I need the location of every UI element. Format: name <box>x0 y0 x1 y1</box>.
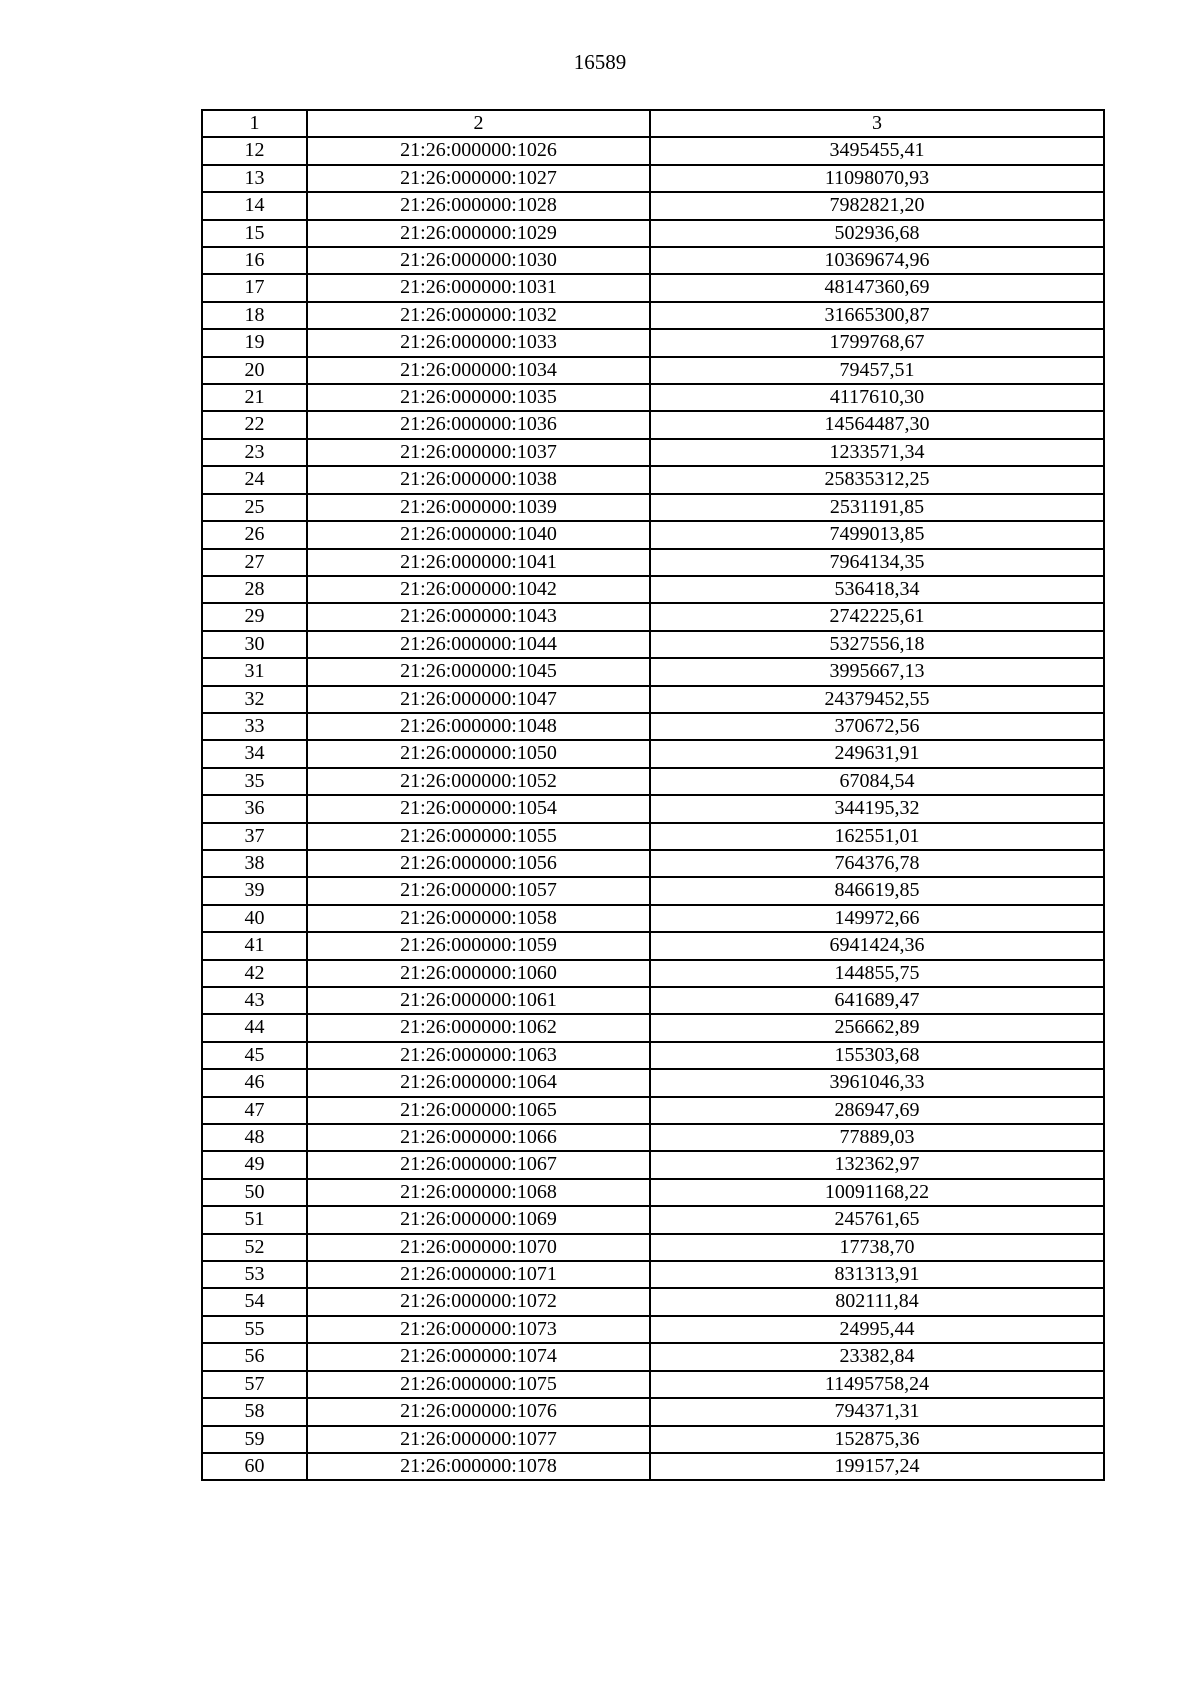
value-cell: 764376,78 <box>650 850 1104 877</box>
table-row <box>202 686 1104 713</box>
cadastral-number-cell: 21:26:000000:1043 <box>307 603 650 630</box>
table-row <box>202 220 1104 247</box>
value-cell: 2531191,85 <box>650 494 1104 521</box>
value-cell: 802111,84 <box>650 1288 1104 1315</box>
table-row <box>202 329 1104 356</box>
row-number-cell: 17 <box>202 274 307 301</box>
cadastral-number-cell: 21:26:000000:1078 <box>307 1453 650 1480</box>
row-number-cell: 58 <box>202 1398 307 1425</box>
value-cell: 155303,68 <box>650 1042 1104 1069</box>
table-row <box>202 905 1104 932</box>
value-cell: 831313,91 <box>650 1261 1104 1288</box>
value-cell: 2742225,61 <box>650 603 1104 630</box>
row-number-cell: 41 <box>202 932 307 959</box>
row-number-cell: 25 <box>202 494 307 521</box>
row-number-cell: 43 <box>202 987 307 1014</box>
table-row <box>202 1398 1104 1425</box>
value-cell: 132362,97 <box>650 1151 1104 1178</box>
value-cell: 641689,47 <box>650 987 1104 1014</box>
value-cell: 502936,68 <box>650 220 1104 247</box>
cadastral-number-cell: 21:26:000000:1076 <box>307 1398 650 1425</box>
value-cell: 10369674,96 <box>650 247 1104 274</box>
table-row <box>202 411 1104 438</box>
table-row <box>202 1261 1104 1288</box>
table-row <box>202 439 1104 466</box>
value-cell: 67084,54 <box>650 768 1104 795</box>
cadastral-number-cell: 21:26:000000:1062 <box>307 1014 650 1041</box>
value-cell: 245761,65 <box>650 1206 1104 1233</box>
value-cell: 25835312,25 <box>650 466 1104 493</box>
cadastre-value-table <box>201 109 1105 1481</box>
cadastral-number-cell: 21:26:000000:1044 <box>307 631 650 658</box>
row-number-cell: 57 <box>202 1371 307 1398</box>
column-header-1: 1 <box>202 110 307 137</box>
row-number-cell: 24 <box>202 466 307 493</box>
table-row <box>202 740 1104 767</box>
row-number-cell: 27 <box>202 549 307 576</box>
cadastral-number-cell: 21:26:000000:1055 <box>307 823 650 850</box>
row-number-cell: 26 <box>202 521 307 548</box>
row-number-cell: 35 <box>202 768 307 795</box>
row-number-cell: 32 <box>202 686 307 713</box>
row-number-cell: 20 <box>202 357 307 384</box>
value-cell: 24995,44 <box>650 1316 1104 1343</box>
value-cell: 79457,51 <box>650 357 1104 384</box>
table-row <box>202 1179 1104 1206</box>
table-row <box>202 576 1104 603</box>
value-cell: 4117610,30 <box>650 384 1104 411</box>
cadastral-number-cell: 21:26:000000:1057 <box>307 877 650 904</box>
value-cell: 249631,91 <box>650 740 1104 767</box>
row-number-cell: 37 <box>202 823 307 850</box>
table-row <box>202 1316 1104 1343</box>
value-cell: 144855,75 <box>650 960 1104 987</box>
table-row <box>202 960 1104 987</box>
value-cell: 3495455,41 <box>650 137 1104 164</box>
row-number-cell: 34 <box>202 740 307 767</box>
row-number-cell: 54 <box>202 1288 307 1315</box>
table-row <box>202 247 1104 274</box>
value-cell: 7982821,20 <box>650 192 1104 219</box>
row-number-cell: 36 <box>202 795 307 822</box>
cadastral-number-cell: 21:26:000000:1050 <box>307 740 650 767</box>
cadastral-number-cell: 21:26:000000:1060 <box>307 960 650 987</box>
row-number-cell: 46 <box>202 1069 307 1096</box>
cadastral-number-cell: 21:26:000000:1032 <box>307 302 650 329</box>
value-cell: 794371,31 <box>650 1398 1104 1425</box>
row-number-cell: 12 <box>202 137 307 164</box>
value-cell: 7499013,85 <box>650 521 1104 548</box>
column-header-3: 3 <box>650 110 1104 137</box>
value-cell: 5327556,18 <box>650 631 1104 658</box>
value-cell: 7964134,35 <box>650 549 1104 576</box>
value-cell: 1233571,34 <box>650 439 1104 466</box>
table-row <box>202 987 1104 1014</box>
table-row <box>202 165 1104 192</box>
value-cell: 149972,66 <box>650 905 1104 932</box>
row-number-cell: 22 <box>202 411 307 438</box>
row-number-cell: 28 <box>202 576 307 603</box>
value-cell: 536418,34 <box>650 576 1104 603</box>
cadastral-number-cell: 21:26:000000:1034 <box>307 357 650 384</box>
cadastral-number-cell: 21:26:000000:1041 <box>307 549 650 576</box>
row-number-cell: 48 <box>202 1124 307 1151</box>
table-row <box>202 1206 1104 1233</box>
cadastral-number-cell: 21:26:000000:1054 <box>307 795 650 822</box>
table-row <box>202 466 1104 493</box>
cadastral-number-cell: 21:26:000000:1066 <box>307 1124 650 1151</box>
table-row <box>202 850 1104 877</box>
value-cell: 31665300,87 <box>650 302 1104 329</box>
row-number-cell: 50 <box>202 1179 307 1206</box>
row-number-cell: 13 <box>202 165 307 192</box>
header-row <box>202 110 1104 137</box>
cadastral-number-cell: 21:26:000000:1039 <box>307 494 650 521</box>
table-row <box>202 1453 1104 1480</box>
cadastral-number-cell: 21:26:000000:1073 <box>307 1316 650 1343</box>
table-row <box>202 494 1104 521</box>
table-row <box>202 1343 1104 1370</box>
table-row <box>202 1151 1104 1178</box>
row-number-cell: 31 <box>202 658 307 685</box>
value-cell: 14564487,30 <box>650 411 1104 438</box>
table-body <box>202 137 1104 1480</box>
cadastral-number-cell: 21:26:000000:1072 <box>307 1288 650 1315</box>
cadastral-number-cell: 21:26:000000:1042 <box>307 576 650 603</box>
row-number-cell: 42 <box>202 960 307 987</box>
table-row <box>202 768 1104 795</box>
table-header <box>202 110 1104 137</box>
cadastral-number-cell: 21:26:000000:1068 <box>307 1179 650 1206</box>
value-cell: 846619,85 <box>650 877 1104 904</box>
value-cell: 286947,69 <box>650 1097 1104 1124</box>
cadastral-number-cell: 21:26:000000:1061 <box>307 987 650 1014</box>
table-row <box>202 384 1104 411</box>
value-cell: 3961046,33 <box>650 1069 1104 1096</box>
page-number: 16589 <box>573 50 627 74</box>
cadastral-number-cell: 21:26:000000:1036 <box>307 411 650 438</box>
table-row <box>202 932 1104 959</box>
cadastral-number-cell: 21:26:000000:1052 <box>307 768 650 795</box>
row-number-cell: 45 <box>202 1042 307 1069</box>
table-row <box>202 658 1104 685</box>
row-number-cell: 59 <box>202 1426 307 1453</box>
table-row <box>202 1288 1104 1315</box>
value-cell: 3995667,13 <box>650 658 1104 685</box>
cadastral-number-cell: 21:26:000000:1059 <box>307 932 650 959</box>
row-number-cell: 47 <box>202 1097 307 1124</box>
cadastral-number-cell: 21:26:000000:1065 <box>307 1097 650 1124</box>
cadastral-number-cell: 21:26:000000:1071 <box>307 1261 650 1288</box>
table-row <box>202 137 1104 164</box>
cadastral-number-cell: 21:26:000000:1075 <box>307 1371 650 1398</box>
row-number-cell: 16 <box>202 247 307 274</box>
value-cell: 24379452,55 <box>650 686 1104 713</box>
table-row <box>202 274 1104 301</box>
row-number-cell: 30 <box>202 631 307 658</box>
cadastral-number-cell: 21:26:000000:1033 <box>307 329 650 356</box>
table-row <box>202 603 1104 630</box>
table-row <box>202 1014 1104 1041</box>
value-cell: 1799768,67 <box>650 329 1104 356</box>
table-row <box>202 302 1104 329</box>
column-header-2: 2 <box>307 110 650 137</box>
row-number-cell: 19 <box>202 329 307 356</box>
row-number-cell: 56 <box>202 1343 307 1370</box>
row-number-cell: 51 <box>202 1206 307 1233</box>
value-cell: 17738,70 <box>650 1234 1104 1261</box>
cadastral-number-cell: 21:26:000000:1038 <box>307 466 650 493</box>
cadastral-number-cell: 21:26:000000:1074 <box>307 1343 650 1370</box>
cadastral-number-cell: 21:26:000000:1048 <box>307 713 650 740</box>
table-row <box>202 521 1104 548</box>
table-row <box>202 1069 1104 1096</box>
row-number-cell: 39 <box>202 877 307 904</box>
table-row <box>202 192 1104 219</box>
cadastral-number-cell: 21:26:000000:1030 <box>307 247 650 274</box>
row-number-cell: 29 <box>202 603 307 630</box>
value-cell: 344195,32 <box>650 795 1104 822</box>
cadastral-number-cell: 21:26:000000:1026 <box>307 137 650 164</box>
row-number-cell: 14 <box>202 192 307 219</box>
table-row <box>202 1124 1104 1151</box>
table-row <box>202 631 1104 658</box>
table-row <box>202 549 1104 576</box>
row-number-cell: 18 <box>202 302 307 329</box>
value-cell: 11495758,24 <box>650 1371 1104 1398</box>
value-cell: 48147360,69 <box>650 274 1104 301</box>
table-row <box>202 795 1104 822</box>
table-row <box>202 1097 1104 1124</box>
value-cell: 370672,56 <box>650 713 1104 740</box>
value-cell: 162551,01 <box>650 823 1104 850</box>
row-number-cell: 23 <box>202 439 307 466</box>
value-cell: 11098070,93 <box>650 165 1104 192</box>
row-number-cell: 38 <box>202 850 307 877</box>
row-number-cell: 44 <box>202 1014 307 1041</box>
row-number-cell: 15 <box>202 220 307 247</box>
cadastral-number-cell: 21:26:000000:1028 <box>307 192 650 219</box>
row-number-cell: 33 <box>202 713 307 740</box>
table-row <box>202 823 1104 850</box>
value-cell: 256662,89 <box>650 1014 1104 1041</box>
cadastral-number-cell: 21:26:000000:1037 <box>307 439 650 466</box>
table-row <box>202 1371 1104 1398</box>
table-row <box>202 1234 1104 1261</box>
value-cell: 10091168,22 <box>650 1179 1104 1206</box>
cadastral-number-cell: 21:26:000000:1069 <box>307 1206 650 1233</box>
value-cell: 152875,36 <box>650 1426 1104 1453</box>
row-number-cell: 49 <box>202 1151 307 1178</box>
row-number-cell: 53 <box>202 1261 307 1288</box>
table-row <box>202 1042 1104 1069</box>
value-cell: 23382,84 <box>650 1343 1104 1370</box>
cadastral-number-cell: 21:26:000000:1058 <box>307 905 650 932</box>
cadastral-number-cell: 21:26:000000:1067 <box>307 1151 650 1178</box>
cadastral-number-cell: 21:26:000000:1056 <box>307 850 650 877</box>
value-cell: 199157,24 <box>650 1453 1104 1480</box>
cadastral-number-cell: 21:26:000000:1040 <box>307 521 650 548</box>
cadastral-number-cell: 21:26:000000:1077 <box>307 1426 650 1453</box>
cadastral-number-cell: 21:26:000000:1070 <box>307 1234 650 1261</box>
row-number-cell: 55 <box>202 1316 307 1343</box>
value-cell: 6941424,36 <box>650 932 1104 959</box>
cadastral-number-cell: 21:26:000000:1035 <box>307 384 650 411</box>
table-row <box>202 877 1104 904</box>
cadastral-number-cell: 21:26:000000:1045 <box>307 658 650 685</box>
cadastral-number-cell: 21:26:000000:1047 <box>307 686 650 713</box>
cadastral-number-cell: 21:26:000000:1064 <box>307 1069 650 1096</box>
cadastral-number-cell: 21:26:000000:1027 <box>307 165 650 192</box>
row-number-cell: 21 <box>202 384 307 411</box>
table-row <box>202 713 1104 740</box>
cadastral-number-cell: 21:26:000000:1029 <box>307 220 650 247</box>
table-row <box>202 1426 1104 1453</box>
table-row <box>202 357 1104 384</box>
cadastral-number-cell: 21:26:000000:1031 <box>307 274 650 301</box>
row-number-cell: 52 <box>202 1234 307 1261</box>
cadastral-number-cell: 21:26:000000:1063 <box>307 1042 650 1069</box>
row-number-cell: 60 <box>202 1453 307 1480</box>
row-number-cell: 40 <box>202 905 307 932</box>
value-cell: 77889,03 <box>650 1124 1104 1151</box>
